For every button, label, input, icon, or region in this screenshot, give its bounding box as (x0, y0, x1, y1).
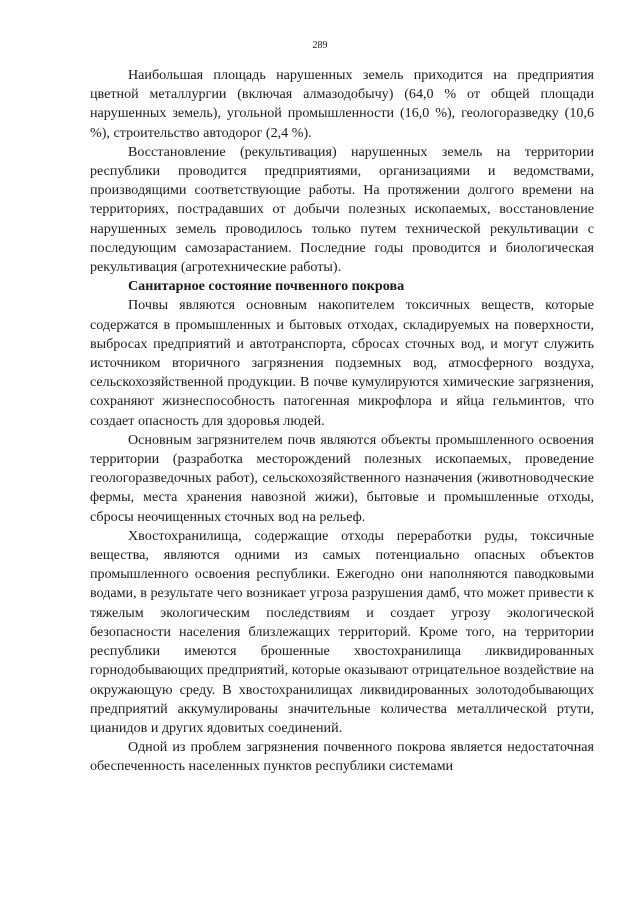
paragraph-soil-toxic-accumulation: Почвы являются основным накопителем токсичных веществ, которые содержатся в промышленных и бытовых отходах, складируемых на поверхности, выбросах предприятий и автотранспорта, сбросах сточных вод, и могут служить источником вторичного загрязнения подземных вод, атмосферного воздуха, сельскохозяйственной продукции. В почве кумулируются химические загрязнения, сохраняют жизнеспособность патогенная микрофлора и яйца гельминтов, что создает опасность для здоровья людей. (90, 297, 594, 429)
page-number: 289 (312, 40, 328, 51)
section-heading: Санитарное состояние почвенного покрова (128, 278, 405, 295)
paragraph-land-reclamation: Восстановление (рекультивация) нарушенных земель на территории республики проводится предприятиями, организациями и ведомствами, производящими соответствующие работы. На протяжении долгого времени на территориях, пострадавших от добычи полезных ископаемых, восстановление нарушенных земель проводилось только путем технической рекультивации с последующим самозарастанием. Последние годы проводится и биологическая рекультивация (агротехнические работы). (90, 143, 594, 276)
paragraph-settlement-systems: Одной из проблем загрязнения почвенного покрова является недостаточная обеспеченность населенных пунктов республики системами (90, 739, 594, 775)
paragraph-tailings-storage: Хвостохранилища, содержащие отходы переработки руды, токсичные вещества, являются одними из самых потенциально опасных объектов промышленного освоения республики. Ежегодно они наполняются паводковыми водами, в результате чего возникает угроза разрушения дамб, что может привести к тяжелым экологическим последствиям и создает угрозу экологической безопасности населения близлежащих территорий. Кроме того, на территории республики имеются брошенные хвостохранилища ликвидированных горнодобывающих предприятий, которые оказывают отрицательное воздействие на окружающую среду. В хвостохранилищах ликвидированных золотодобывающих предприятий аккумулированы значительные количества металлической ртути, цианидов и других ядовитых соединений. (90, 527, 594, 736)
document-body (90, 66, 594, 777)
paragraph-disturbed-lands-share: Наибольшая площадь нарушенных земель приходится на предприятия цветной металлургии (включая алмазодобычу) (64,0 % от общей площади нарушенных земель), угольной промышленности (16,0 %), геологоразведку (10,6 %), строительство автодорог (2,4 %). (90, 67, 594, 141)
paragraph-main-soil-polluters: Основным загрязнителем почв являются объекты промышленного освоения территории (разработка месторождений полезных ископаемых, проведение геологоразведочных работ), сельскохозяйственного назначения (животноводческие фермы, места хранения навозной жижи), бытовые и промышленные отходы, сбросы неочищенных сточных вод на рельеф. (90, 431, 594, 525)
